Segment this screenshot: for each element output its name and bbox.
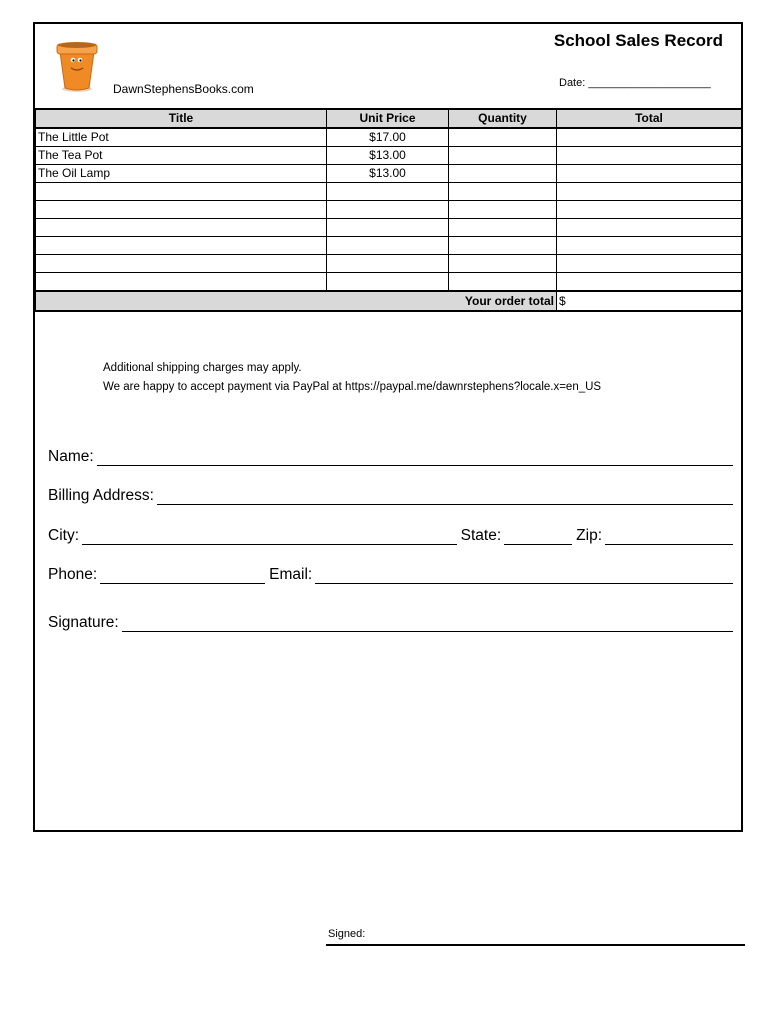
item-price[interactable] — [327, 183, 449, 201]
column-header-total: Total — [557, 109, 742, 128]
item-quantity[interactable] — [449, 237, 557, 255]
shipping-note: Additional shipping charges may apply. — [103, 362, 302, 374]
flower-pot-icon — [52, 38, 102, 94]
item-price: $17.00 — [327, 128, 449, 147]
item-total[interactable] — [557, 165, 742, 183]
item-title[interactable] — [36, 183, 327, 201]
order-total-row — [36, 291, 742, 311]
item-title: The Tea Pot — [36, 147, 327, 165]
website-label: DawnStephensBooks.com — [113, 82, 254, 96]
item-total[interactable] — [557, 183, 742, 201]
payment-note: We are happy to accept payment via PayPal at https://paypal.me/dawnrstephens?locale.x=en_US — [103, 381, 602, 393]
zip-label: Zip: — [576, 527, 602, 544]
signature-field-row — [48, 614, 737, 632]
item-price[interactable] — [327, 201, 449, 219]
item-title[interactable] — [36, 201, 327, 219]
item-total[interactable] — [557, 147, 742, 165]
phone-field[interactable] — [100, 569, 265, 584]
item-title: The Oil Lamp — [36, 165, 327, 183]
item-total[interactable] — [557, 237, 742, 255]
item-price: $13.00 — [327, 165, 449, 183]
item-quantity[interactable] — [449, 128, 557, 147]
billing-field-row — [48, 487, 737, 505]
table-row — [36, 255, 742, 273]
name-field-row — [48, 448, 737, 466]
signature-field[interactable] — [122, 617, 733, 632]
item-quantity[interactable] — [449, 255, 557, 273]
column-header-quantity: Quantity — [449, 109, 557, 128]
city-state-zip-row — [48, 527, 737, 545]
item-quantity[interactable] — [449, 201, 557, 219]
table-row — [36, 273, 742, 292]
item-title[interactable] — [36, 273, 327, 292]
table-row — [36, 201, 742, 219]
item-title[interactable] — [36, 237, 327, 255]
phone-label: Phone: — [48, 566, 98, 583]
table-header-row — [36, 109, 742, 128]
signature-label: Signature: — [48, 614, 119, 631]
column-header-unit-price: Unit Price — [327, 109, 449, 128]
billing-address-label: Billing Address: — [48, 487, 154, 504]
date-field[interactable]: Date: ____________________ — [559, 77, 711, 89]
item-price: $13.00 — [327, 147, 449, 165]
form-header — [35, 24, 741, 108]
item-price[interactable] — [327, 237, 449, 255]
item-total[interactable] — [557, 219, 742, 237]
item-quantity[interactable] — [449, 147, 557, 165]
item-quantity[interactable] — [449, 273, 557, 292]
sales-record-form — [33, 22, 743, 832]
signed-label: Signed: — [328, 928, 366, 940]
item-price[interactable] — [327, 273, 449, 292]
order-table — [35, 108, 742, 312]
email-field[interactable] — [315, 569, 733, 584]
billing-address-field[interactable] — [157, 490, 733, 505]
item-price[interactable] — [327, 255, 449, 273]
name-field[interactable] — [97, 451, 733, 466]
order-total-label: Your order total — [36, 291, 557, 311]
form-title: School Sales Record — [553, 31, 723, 50]
order-total-value[interactable]: $ — [557, 291, 742, 311]
city-field[interactable] — [82, 530, 457, 545]
email-label: Email: — [269, 566, 313, 583]
table-row — [36, 183, 742, 201]
zip-field[interactable] — [605, 530, 733, 545]
city-label: City: — [48, 527, 79, 544]
signed-line[interactable] — [326, 928, 745, 946]
column-header-title: Title — [36, 109, 327, 128]
table-row — [36, 219, 742, 237]
item-title[interactable] — [36, 219, 327, 237]
item-quantity[interactable] — [449, 219, 557, 237]
table-row — [36, 147, 742, 165]
notes — [103, 359, 601, 397]
table-row — [36, 128, 742, 147]
item-quantity[interactable] — [449, 165, 557, 183]
item-total[interactable] — [557, 273, 742, 292]
state-label: State: — [460, 527, 502, 544]
table-row — [36, 237, 742, 255]
name-label: Name: — [48, 448, 94, 465]
item-title[interactable] — [36, 255, 327, 273]
table-row — [36, 165, 742, 183]
item-price[interactable] — [327, 219, 449, 237]
item-total[interactable] — [557, 128, 742, 147]
item-title: The Little Pot — [36, 128, 327, 147]
item-quantity[interactable] — [449, 183, 557, 201]
state-field[interactable] — [504, 530, 572, 545]
item-total[interactable] — [557, 255, 742, 273]
item-total[interactable] — [557, 201, 742, 219]
phone-email-row — [48, 566, 737, 584]
